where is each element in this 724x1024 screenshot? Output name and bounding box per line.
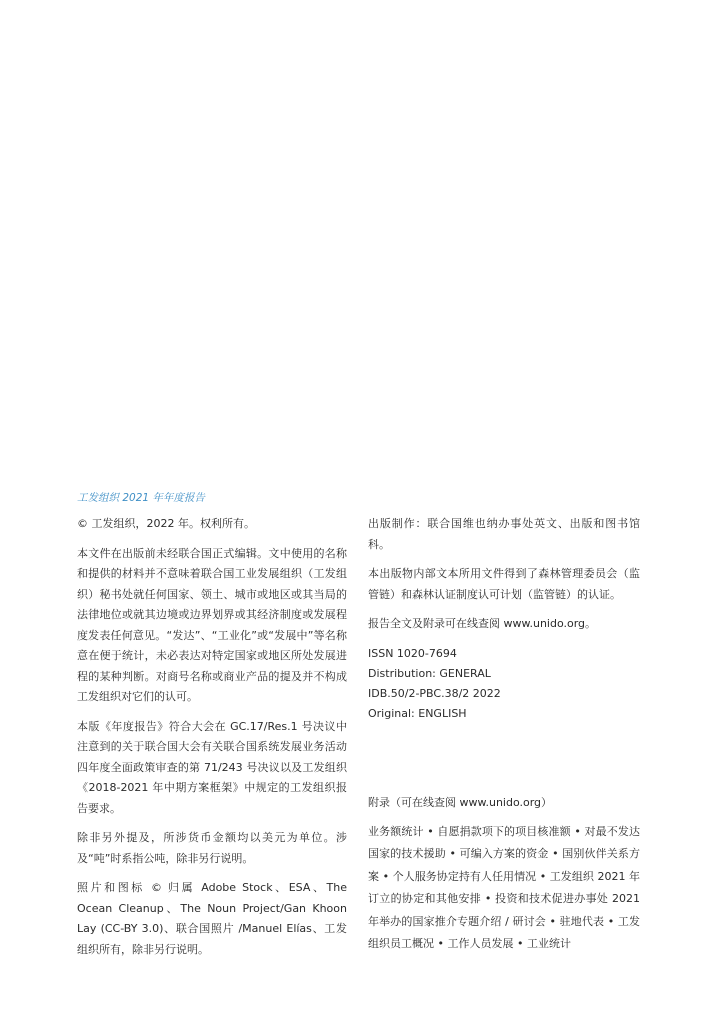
- report-title: 工发组织 2021 年年度报告: [77, 492, 205, 504]
- disclaimer-paragraph: 本文件在出版前未经联合国正式编辑。文中使用的名称和提供的材料并不意味着联合国工业发展组织（工发组织）秘书处就任何国家、领土、城市或地区或其当局的法律地位或就其边境或边界划界或其经济制度或发展程度发表任何意见。“发达”、“工业化”或“发展中”等名称意在便于统计，未必表达对特定国家或地区所处发展进程的某种判断。对商号名称或商业产品的提及并不构成工发组织对它们的认可。: [77, 546, 347, 703]
- left-column: [77, 514, 347, 969]
- document-symbol-line: IDB.50/2-PBC.38/2 2022: [368, 686, 501, 700]
- issn-line: ISSN 1020-7694: [368, 646, 457, 660]
- annex-items: 业务额统计 • 自愿捐款项下的项目核准额 • 对最不发达国家的技术援助 • 可编入方案的资金 • 国别伙伴关系方案 • 个人服务协定持有人任用情况 • 工发组织 2021 年订立的协定和其他安排 • 投资和技术促进办事处 2021 年举办的国家推介专题介绍 / 研讨会 • 驻地代表 • 工发组织员工概况 • 工作人员发展 • 工业统计: [368, 824, 640, 950]
- copyright-notice: © 工发组织，2022 年。权利所有。: [77, 517, 255, 530]
- online-availability: 报告全文及附录可在线查阅 www.unido.org。: [368, 617, 597, 630]
- distribution-line: Distribution: GENERAL: [368, 666, 491, 680]
- document-metadata: [368, 644, 640, 724]
- mandate-paragraph: 本版《年度报告》符合大会在 GC.17/Res.1 号决议中注意到的关于联合国大会有关联合国系统发展业务活动四年度全面政策审查的第 71/243 号决议以及工发组织《2018-2021 年中期方案框架》中规定的工发组织报告要求。: [77, 719, 347, 815]
- original-language-line: Original: ENGLISH: [368, 706, 467, 720]
- photo-credits: 照片和图标 © 归属 Adobe Stock、ESA、The Ocean Cleanup、The Noun Project/Gan Khoon Lay (CC-BY 3.0)、联合国照片 /Manuel Elías、工发组织所有，除非另行说明。: [77, 881, 347, 956]
- currency-note: 除非另外提及，所涉货币金额均以美元为单位。涉及“吨”时系指公吨，除非另行说明。: [77, 831, 347, 865]
- annex-heading: 附录（可在线查阅 www.unido.org）: [368, 796, 553, 809]
- paper-certification: 本出版物内部文本所用文件得到了森林管理委员会（监管链）和森林认证制度认可计划（监管链）的认证。: [368, 567, 640, 601]
- right-column: [368, 514, 640, 724]
- production-note: 出版制作：联合国维也纳办事处英文、出版和图书馆科。: [368, 517, 640, 551]
- annex-section: [368, 792, 640, 956]
